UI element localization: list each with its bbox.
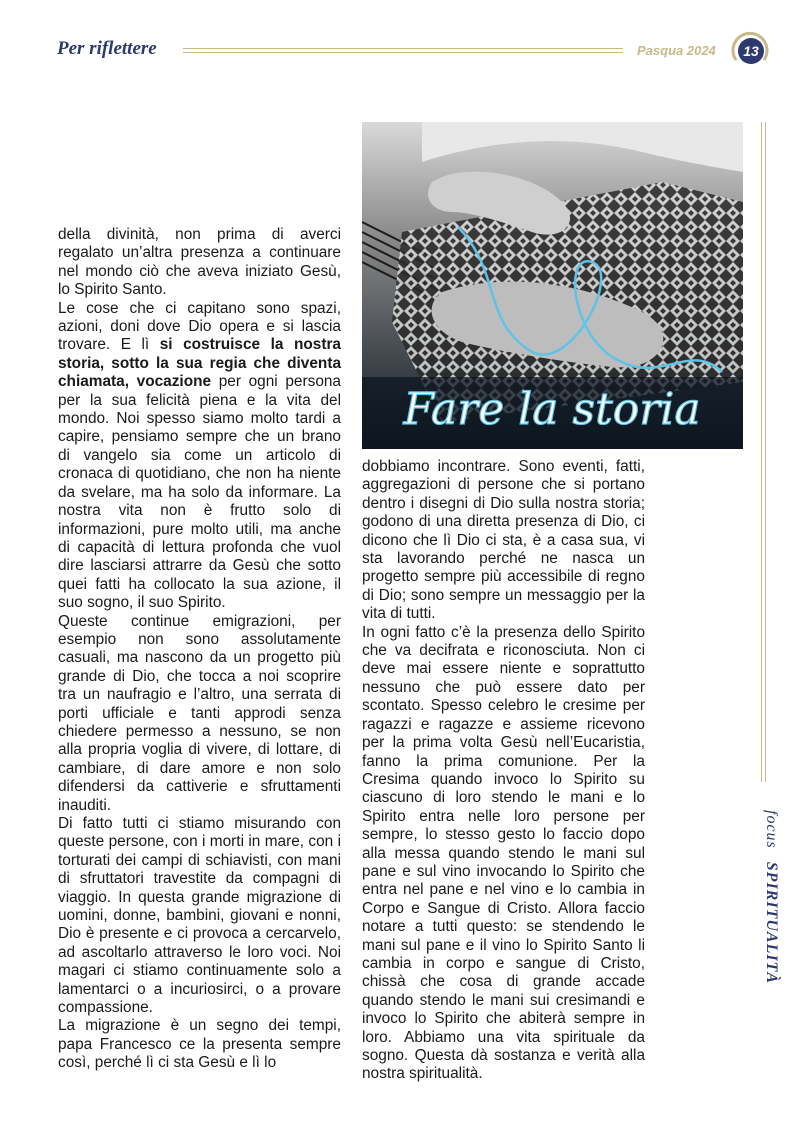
text-run: per ogni persona per la sua felicità piena e la vita del mondo. Noi spesso siamo molto tardi a capire, pensiamo sempre che un brano di vangelo sia come un articolo di cronaca di quotidiano, che non ha niente da svelare, ma ha solo da informare. La nostra vita non è frutto solo di informazioni, pure molto utili, ma anche di capacità di lettura profonda che vuol dire lasciarsi attrarre da Gesù che sotto quei fatti ha collocato la sua azione, il suo sogno, il suo Spirito. [58,373,341,612]
header-rule-top [183,48,623,49]
image-caption: Fare la storia [403,384,701,435]
side-topic-label: SPIRITUALITÀ [763,861,780,985]
photo-illustration [362,122,743,449]
paragraph: La migrazione è un segno dei tempi, papa Francesco ce la presenta sempre così, perché lì ci sta Gesù e lì lo [58,1017,341,1072]
text-column-left [58,226,341,1073]
section-title: Per riflettere [57,38,157,59]
paragraph: Queste continue emigrazioni, per esempio non sono assolutamente casuali, ma nascono da un progetto più grande di Dio, che tocca a noi scoprire tra un naufragio e l’altro, una serrata di porti ufficiale e tanti approdi senza chiedere permesso a nessuno, se non alla propria voglia di vivere, di lottare, di cambiare, di dare amore e non solo difendersi da cattiverie e sfruttamenti inauditi. [58,612,341,814]
paragraph: dobbiamo incontrare. Sono eventi, fatti, aggregazioni di persone che si portano dentro i disegni di Dio sulla nostra storia; godono di una diretta presenza di Dio, ci dicono che lì Dio ci sta, è a casa sua, vi sta lavorando perché ne nasca un progetto sempre più accessibile di regno di Dio; sono sempre un messaggio per la vita di tutti. [362,458,645,623]
paragraph: Di fatto tutti ci stiamo misurando con queste persone, con i morti in mare, con i torturati dei campi di schiavisti, con mani di sfruttatori travestite da compagni di viaggio. In questa grande migrazione di uomini, donne, bambini, giovani e nonni, Dio è presente e ci provoca a cercarvelo, ad ascoltarlo attraverso le loro voci. Noi magari ci stiamo continuamente solo a lamentarci o a incuriosirci, o a provare compassione. [58,815,341,1017]
page-header [0,0,800,90]
paragraph: In ogni fatto c’è la presenza dello Spirito che va decifrata e riconosciuta. Non ci deve mai essere niente e soprattutto nessuno che può essere dato per scontato. Spesso celebro le cresime per ragazzi e ragazze e assieme ricevono per la prima volta Gesù nell’Eucaristia, fanno la prima comunione. Per la Cresima quando invoco lo Spirito su ciascuno di loro stendo le mani e lo Spirito entra nelle loro persone per sempre, lo stesso gesto lo faccio dopo alla messa quando stendo le mani sul pane e sul vino invocando lo Spirito che entra nel pane e nel vino e lo cambia in Corpo e Sangue di Cristo. Allora faccio notare a tutti questo: se stendendo le mani sul pane e il vino lo Spirito Santo li cambia in corpo e sangue di Cristo, chissà che cosa di grande accade quando stendo le mani sui cresimandi e invoco lo Spirito che abiterà sempre in loro. Abbiamo una vita spirituale da sogno. Questa dà sostanza e verità alla nostra spiritualità. [362,623,645,1083]
svg-text:focus SPIRITUALITÀ [763,810,781,984]
highlighted-text: si costruisce la nostra storia, sotto la sua regia che diventa chiamata, vocazione [58,336,341,391]
paragraph: della divinità, non prima di averci regalato un’altra presenza a continuare nel mondo ciò che aveva iniziato Gesù, lo Spirito Santo. [58,226,341,299]
side-section-label [741,800,781,1080]
side-rule [761,122,762,782]
side-focus-label: focus [763,810,780,849]
paragraph [58,300,341,613]
weaving-hands-photo [362,122,743,449]
page-number: 13 [738,38,764,64]
text-column-right [362,458,645,1084]
header-rule-bottom [183,52,623,53]
side-rule [765,122,766,782]
issue-label: Pasqua 2024 [637,43,716,58]
text-run: Le cose che ci capitano sono spazi, azioni, doni dove Dio opera e si lascia trovare. E lì [58,299,341,354]
